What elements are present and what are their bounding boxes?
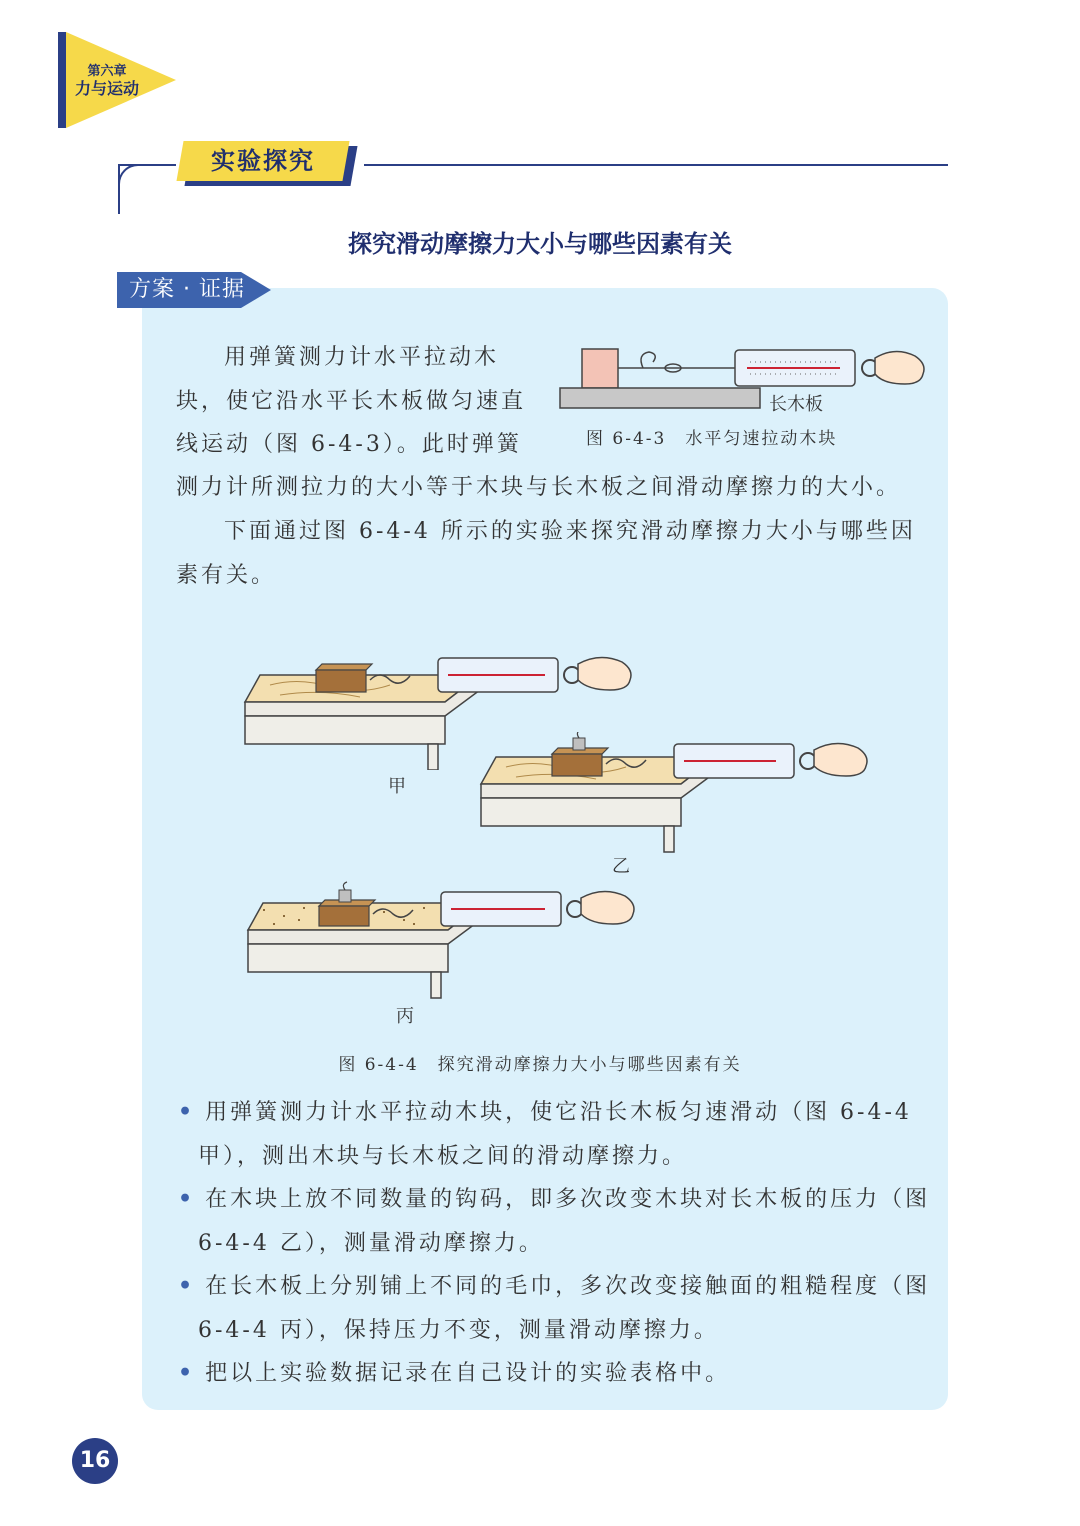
paragraph-1: 用弹簧测力计水平拉动木块，使它沿水平长木板做匀速直线运动（图 6-4-3）。此时弹簧	[176, 345, 527, 457]
chapter-number: 第六章	[87, 64, 127, 79]
block	[552, 754, 602, 776]
chapter-tab-bar	[58, 32, 66, 128]
block	[319, 906, 369, 926]
paragraph-1-continued: 测力计所测拉力的大小等于木块与长木板之间滑动摩擦力的大小。	[176, 475, 902, 500]
paragraph-2: 下面通过图 6-4-4 所示的实验来探究滑动摩擦力大小与哪些因素有关。	[176, 519, 916, 588]
section-frame-line-left	[120, 164, 176, 166]
hook-weight-icon	[339, 890, 351, 902]
block	[316, 670, 366, 692]
figure-label-jia: 甲	[388, 776, 406, 797]
bullet-item	[178, 1265, 938, 1352]
bullet-text: 在长木板上分别铺上不同的毛巾，多次改变接触面的粗糙程度（图 6-4-4 丙），保持压力不变，测量滑动摩擦力。	[198, 1274, 931, 1343]
method-tab-label: 方案 · 证据	[129, 277, 245, 302]
figure-6-4-3-illustration	[555, 340, 940, 420]
bullet-text: 在木块上放不同数量的钩码，即多次改变木块对长木板的压力（图 6-4-4 乙），测量滑动摩擦力。	[198, 1187, 931, 1256]
bullet-text: 用弹簧测力计水平拉动木块，使它沿长木板匀速滑动（图 6-4-4 甲），测出木块与长木板之间的滑动摩擦力。	[198, 1100, 912, 1169]
block-top	[316, 664, 372, 670]
bullet-dot: •	[178, 1360, 196, 1386]
hand-icon	[814, 743, 867, 776]
chapter-title: 力与运动	[74, 79, 139, 98]
wood-block	[582, 349, 618, 388]
figure-label-bing: 丙	[396, 1006, 414, 1027]
bullet-text: 把以上实验数据记录在自己设计的实验表格中。	[205, 1361, 731, 1386]
section-frame-corner	[118, 164, 142, 188]
weight-hook	[343, 882, 347, 890]
figure-6-4-4-caption: 图 6-4-4 探究滑动摩擦力大小与哪些因素有关	[338, 1055, 742, 1075]
bullet-dot: •	[178, 1099, 196, 1125]
figure-644-bing-illustration	[243, 878, 643, 1003]
hook-weight-icon	[573, 738, 585, 750]
long-board	[560, 388, 760, 408]
table-body	[481, 798, 681, 826]
bullet-dot: •	[178, 1186, 196, 1212]
section-frame-line	[118, 164, 120, 214]
section-frame-line-right	[364, 164, 948, 166]
table-leg	[664, 826, 674, 852]
experiment-title: 探究滑动摩擦力大小与哪些因素有关	[348, 230, 732, 258]
hand-icon	[581, 891, 634, 924]
section-label: 实验探究	[211, 147, 315, 175]
bullet-item	[178, 1178, 938, 1265]
table-body	[245, 716, 445, 744]
page-number: 16	[72, 1438, 118, 1484]
hand-icon	[875, 351, 924, 384]
board-label: 长木板	[769, 394, 823, 415]
table-body	[248, 944, 448, 972]
bullet-item	[178, 1352, 938, 1396]
table-leg	[428, 744, 438, 770]
figure-644-yi-illustration	[476, 732, 876, 857]
bullet-dot: •	[178, 1273, 196, 1299]
hook-icon	[641, 352, 655, 368]
bullet-item	[178, 1091, 938, 1178]
table-leg	[431, 972, 441, 998]
hand-icon	[578, 657, 631, 690]
figure-label-yi: 乙	[612, 856, 630, 877]
weight-hook	[577, 732, 581, 738]
figure-6-4-3-caption: 图 6-4-3 水平匀速拉动木块	[586, 429, 838, 449]
